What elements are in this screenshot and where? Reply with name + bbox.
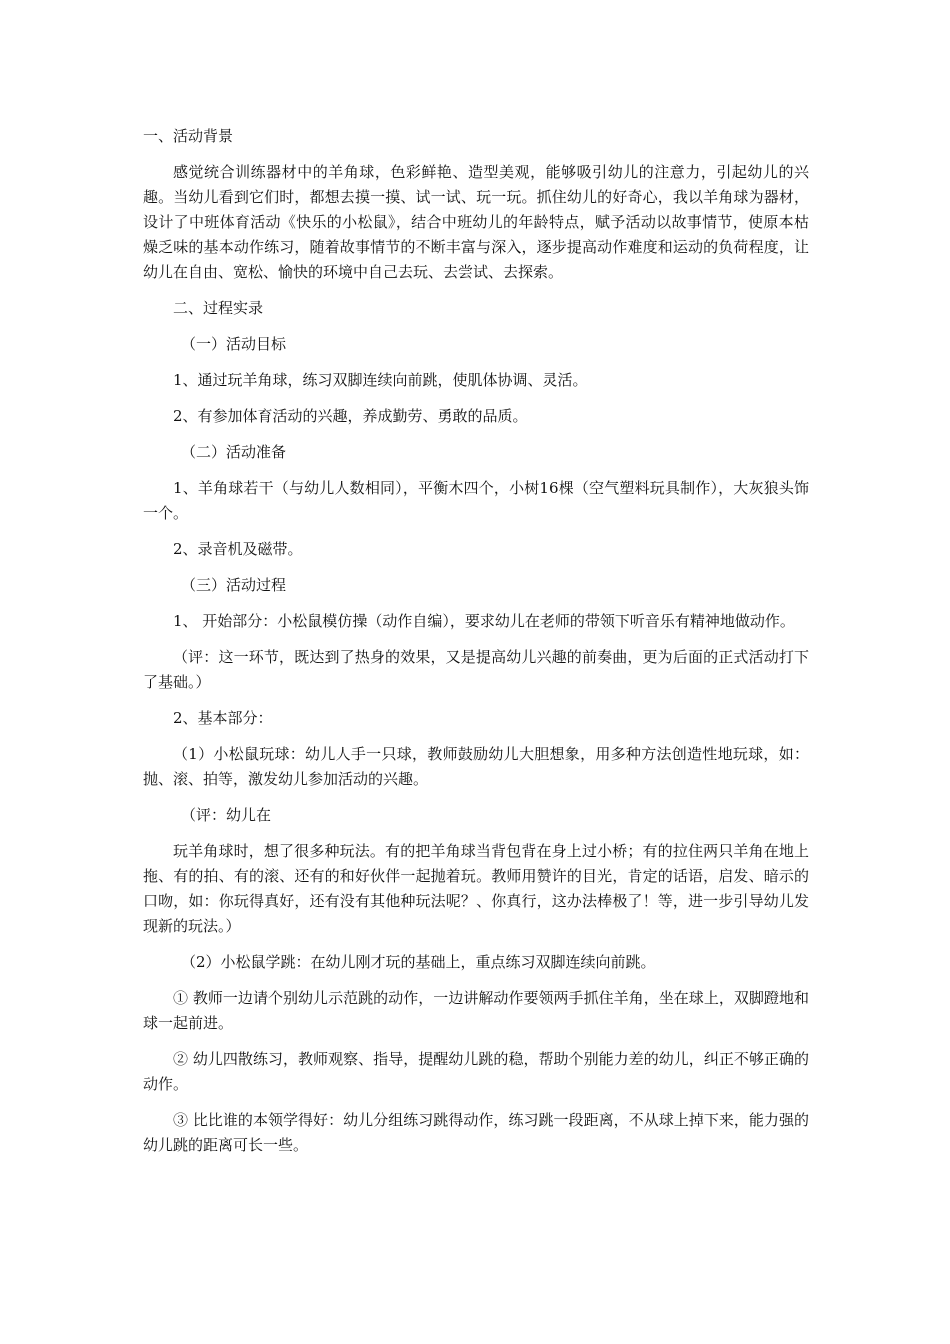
- document-body: [143, 124, 809, 1169]
- section-heading-background: 一、活动背景: [143, 127, 234, 145]
- jump-step-1: ① 教师一边请个别幼儿示范跳的动作，一边讲解动作要领两手抓住羊角，坐在球上，双脚蹬地和球一起前进。: [143, 989, 809, 1032]
- comment-2-body: 玩羊角球时，想了很多种玩法。有的把羊角球当背包背在身上过小桥；有的拉住两只羊角在地上拖、有的拍、有的滚、还有的和好伙伴一起抛着玩。教师用赞许的目光，肯定的话语，启发、暗示的口吻，如：你玩得真好，还有没有其他种玩法呢？、你真行，这办法棒极了！等，进一步引导幼儿发现新的玩法。）: [143, 842, 809, 935]
- paragraph-background: 感觉统合训练器材中的羊角球，色彩鲜艳、造型美观，能够吸引幼儿的注意力，引起幼儿的兴趣。当幼儿看到它们时，都想去摸一摸、试一试、玩一玩。抓住幼儿的好奇心，我以羊角球为器材，设计了中班体育活动《快乐的小松鼠》，结合中班幼儿的年龄特点，赋予活动以故事情节，使原本枯燥乏味的基本动作练习，随着故事情节的不断丰富与深入，逐步提高动作难度和运动的负荷程度，让幼儿在自由、宽松、愉快的环境中自己去玩、去尝试、去探索。: [143, 163, 809, 281]
- subheading-preparation: （二）活动准备: [181, 443, 287, 461]
- section-heading-process: 二、过程实录: [173, 299, 264, 317]
- comment-2-start: （评：幼儿在: [181, 806, 272, 824]
- preparation-item-2: 2、录音机及磁带。: [173, 540, 303, 558]
- procedure-step-2: 2、基本部分：: [173, 709, 273, 727]
- jump-step-2: ② 幼儿四散练习，教师观察、指导，提醒幼儿跳的稳，帮助个别能力差的幼儿，纠正不够正确的动作。: [143, 1050, 809, 1093]
- preparation-item-1: 1、羊角球若干（与幼儿人数相同），平衡木四个，小树16棵（空气塑料玩具制作），大灰狼头饰一个。: [143, 479, 809, 522]
- procedure-step-1: 1、 开始部分：小松鼠模仿操（动作自编），要求幼儿在老师的带领下听音乐有精神地做动作。: [173, 612, 795, 630]
- procedure-substep-2: （2）小松鼠学跳：在幼儿刚才玩的基础上，重点练习双脚连续向前跳。: [181, 953, 656, 971]
- procedure-substep-1: （1）小松鼠玩球：幼儿人手一只球，教师鼓励幼儿大胆想象，用多种方法创造性地玩球，如：抛、滚、拍等，激发幼儿参加活动的兴趣。: [143, 745, 809, 788]
- goal-item-2: 2、有参加体育活动的兴趣，养成勤劳、勇敢的品质。: [173, 407, 528, 425]
- comment-1: （评：这一环节，既达到了热身的效果，又是提高幼儿兴趣的前奏曲，更为后面的正式活动打下了基础。）: [143, 648, 809, 691]
- subheading-procedure: （三）活动过程: [181, 576, 287, 594]
- jump-step-3: ③ 比比谁的本领学得好：幼儿分组练习跳得动作，练习跳一段距离，不从球上掉下来，能力强的幼儿跳的距离可长一些。: [143, 1111, 809, 1154]
- goal-item-1: 1、通过玩羊角球，练习双脚连续向前跳，使肌体协调、灵活。: [173, 371, 588, 389]
- subheading-goals: （一）活动目标: [181, 335, 287, 353]
